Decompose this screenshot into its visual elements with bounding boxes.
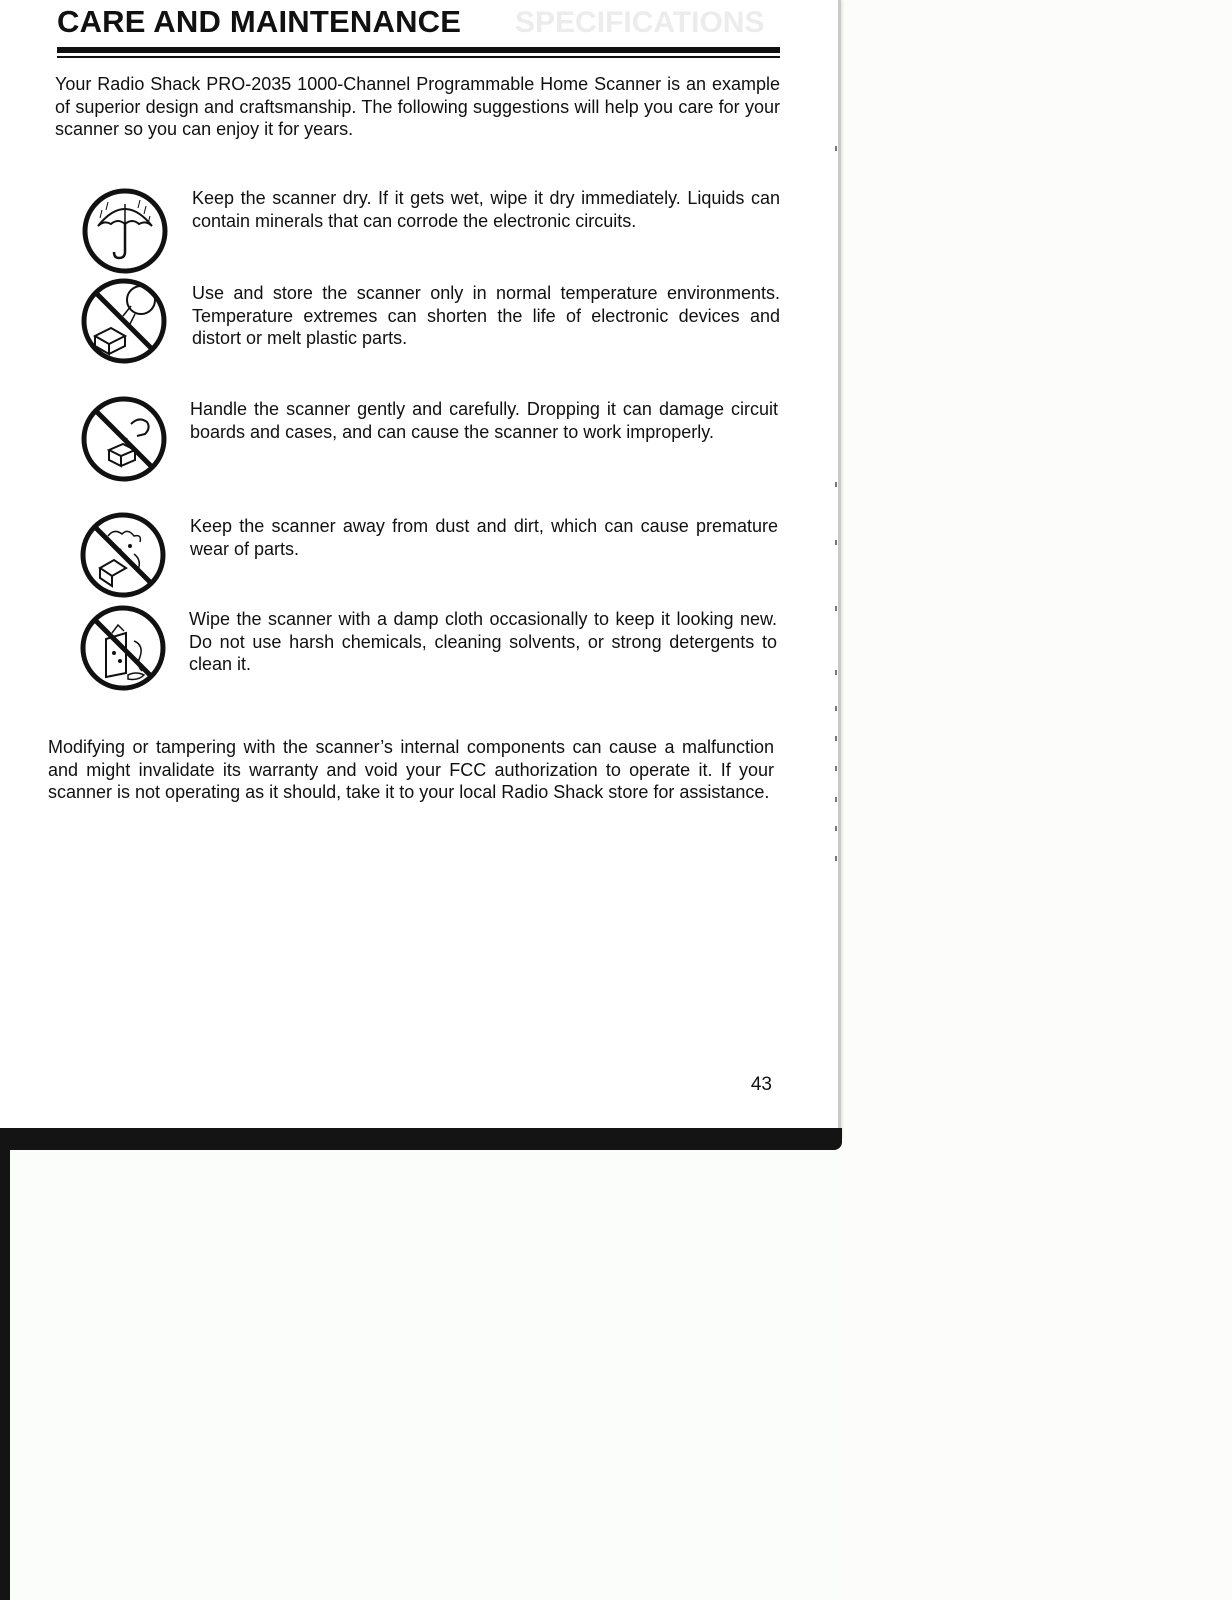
crease-mark [835, 736, 837, 741]
crease-mark [835, 766, 837, 771]
crease-mark [835, 670, 837, 675]
umbrella-icon [80, 186, 170, 276]
crease-mark [835, 482, 837, 487]
no-dust-icon [78, 510, 168, 600]
no-dropping-icon [79, 394, 169, 484]
scan-backing-left [0, 1130, 10, 1600]
closing-paragraph: Modifying or tampering with the scanner’s internal components can cause a malfunction and might invalidate its warranty and void your FCC authorization to operate it. If your scanner is not operating as it should, take it to your local Radio Shack store for assistance. [48, 737, 774, 803]
no-chemicals-icon [78, 603, 168, 693]
page-number: 43 [750, 1074, 772, 1095]
tip-temperature: Use and store the scanner only in normal temperature environments. Temperature extremes can shorten the life of electronic devices and distort or melt plastic parts. [192, 283, 780, 349]
crease-mark [835, 606, 837, 611]
tip-dust-dirt: Keep the scanner away from dust and dirt, which can cause premature wear of parts. [190, 516, 778, 559]
title-rule-thin [57, 56, 780, 58]
crease-mark [835, 856, 837, 861]
scan-blank-area [10, 1150, 842, 1600]
crease-mark [835, 146, 837, 151]
crease-mark [835, 797, 837, 802]
crease-mark [835, 706, 837, 711]
manual-page [0, 0, 841, 1138]
tip-handle-gently: Handle the scanner gently and carefully. Dropping it can damage circuit boards and cases, and can cause the scanner to work improperly. [190, 399, 778, 442]
title-rule-thick [57, 47, 780, 53]
page-title: CARE AND MAINTENANCE [57, 4, 462, 39]
tip-keep-dry: Keep the scanner dry. If it gets wet, wipe it dry immediately. Liquids can contain minerals that can corrode the electronic circuits. [192, 188, 780, 231]
crease-mark [835, 540, 837, 545]
crease-mark [835, 826, 837, 831]
tip-cleaning: Wipe the scanner with a damp cloth occasionally to keep it looking new. Do not use harsh chemicals, cleaning solvents, or strong detergents to clean it. [189, 609, 777, 675]
bleed-through-title: SPECIFICATIONS [515, 6, 765, 39]
scan-backing-bottom [0, 1128, 842, 1150]
no-temperature-extremes-icon [79, 276, 169, 366]
intro-paragraph: Your Radio Shack PRO-2035 1000-Channel Programmable Home Scanner is an example of superior design and craftsmanship. The following suggestions will help you care for your scanner so you can enjoy it for years. [55, 74, 780, 140]
